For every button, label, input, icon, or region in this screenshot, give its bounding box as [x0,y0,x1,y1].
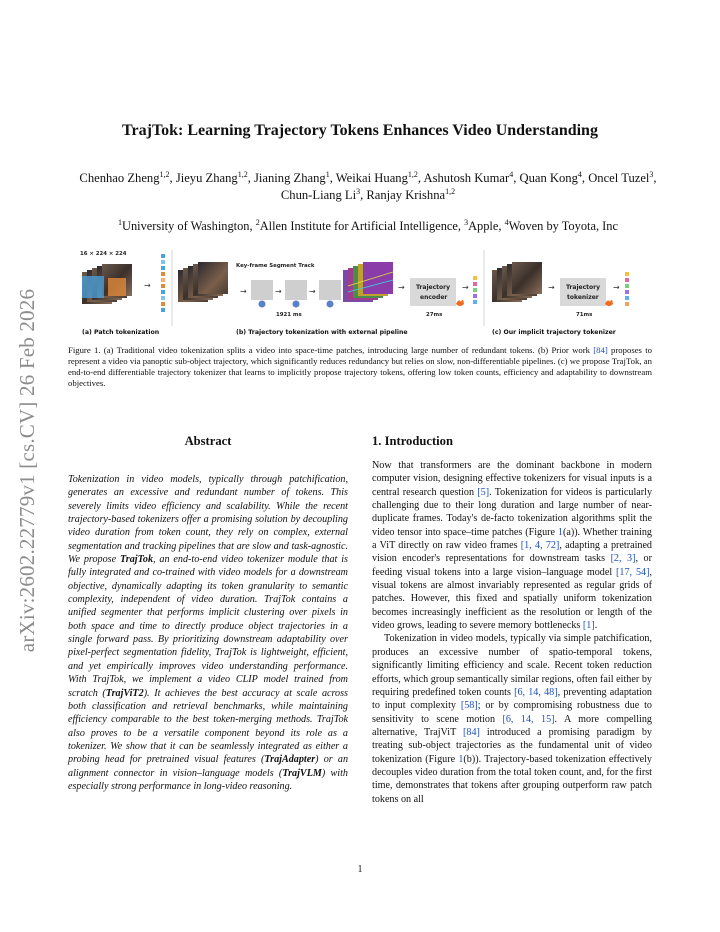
page-number: 1 [357,864,363,875]
caption-label: Figure 1. [68,345,101,355]
author-affiliation-marker: 4 [577,170,582,179]
author-name: Chun-Liang Li [280,188,357,202]
citation-link[interactable]: [5] [477,486,490,498]
implicit-token-column [625,272,629,306]
svg-text:→: → [240,287,247,296]
citation-link[interactable]: [84] [593,345,608,355]
affiliation-name: Woven by Toyota, Inc [508,219,618,233]
svg-text:→: → [309,287,316,296]
citation-link[interactable]: [84] [463,726,480,738]
affiliation-name: Allen Institute for Artificial Intelligence [259,219,458,233]
patch-frame-stack [82,264,132,304]
citation-link[interactable]: 1 [458,753,464,765]
author-name: Jieyu Zhang [175,171,238,185]
citation-link[interactable]: [6, 14, 48] [514,686,558,698]
svg-text:→: → [462,283,469,292]
author-name: Jianing Zhang [254,171,326,185]
segment-box [285,280,307,300]
trajectory-token-column [473,276,477,304]
trajectory-tokenizer-box [560,278,606,306]
fire-icon [605,300,613,306]
keyframe-box [251,280,273,300]
abstract-heading: Abstract [184,434,232,448]
paper-title: TrajTok: Learning Trajectory Tokens Enhances Video Understanding [122,122,598,139]
abstract-body: Tokenization in video models, typically through patchification, generates an excessive and redundant number of tokens. This severely limits video efficiency and scalability. While the recent trajectory-based tokenizers offer a promising solution by decoupling video duration from token count, they rely on complex, external segmentation and tracking pipelines that are slow and task-agnostic. We propose TrajTok, an end-to-end video tokenizer module that is fully integrated and co-trained with video models for a downstream objective, dynamically adapting its token granularity to semantic complexity, independent of video duration. TrajTok contains a unified segmenter that performs implicit clustering over pixels in both space and time to directly produce object trajectories in a single forward pass. By prioritizing downstream adaptability over pixel-perfect segmentation fidelity, TrajTok is lightweight, efficient, and yet empirically improves video understanding performance. With TrajTok, we implement a video CLIP model trained from scratch (TrajViT2). It achieves the best accuracy at scale across both classification and retrieval benchmarks, while maintaining efficiency comparable to the best token-merging methods. TrajTok also proves to be a versatile component beyond its role as a tokenizer. We show that it can be seamlessly integrated as either a probing head for pretrained visual features (TrajAdapter) or an alignment connector in vision–language models (TrajVLM) with especially strong performance in long-video reasoning. [68,474,349,792]
teaser-figure [68,246,660,338]
dims-label: 16 × 224 × 224 [80,251,127,257]
citation-link[interactable]: [17, 54] [616,566,650,578]
author-affiliation-marker: 3 [649,170,654,179]
affiliation-name: University of Washington [122,219,250,233]
panel-c-label: (c) Our implicit trajectory tokenizer [492,329,616,336]
affiliation-marker: 2 [255,218,260,227]
panel-b-label: (b) Trajectory tokenization with external pipeline [236,329,408,336]
author-name: Quan Kong [519,171,578,185]
tokenizer-time: 71ms [576,312,593,318]
arxiv-id-text: arXiv:2602.22779v1 [cs.CV] 26 Feb 2026 [15,288,40,652]
gear-icon [259,301,266,308]
gear-icon [293,301,300,308]
affiliation-marker: 3 [464,218,469,227]
encoder-label-1: Trajectory [416,284,450,291]
author-affiliation-marker: 3 [356,187,361,196]
trajectory-encoder-box [410,278,456,306]
intro-paragraph-1: Now that transformers are the dominant backbone in modern computer vision, designing effective tokenizers for visual inputs is a central research question [5]. Tokenization for videos is particularly challenging due to their long duration and large number of near-duplicate frames. Today's de-facto tokenization algorithms split the video tensor into space–time patches (Figure 1(a)). Whether training a ViT directly on raw video frames [1, 4, 72], adapting a pretrained vision encoder's representations for downstream tasks [2, 3], or feeding visual tokens into a large vision–language model [17, 54], visual tokens are almost invariably represented as regular grids of patches. However, this fixed and spatially uniform tokenization becomes increasingly inefficient as the resolution or length of the video grows, leading to severe memory bottlenecks [1]. [372,460,653,632]
fire-icon [456,300,464,306]
author-name: Chenhao Zheng [79,171,160,185]
author-list: Chenhao Zheng$^{1,2}$, Jieyu Zhang$^{1,2}$, Jianing Zhang$^1$, Weikai Huang$^{1,2}$, Ashutosh Kumar$^4$, Quan Kong$^4$, Oncel Tuzel$^3$, Chun-Liang Li$^3$, Ranjay Krishna$^{1,2}$ [79,170,657,202]
arrow-icon: → [144,281,151,290]
figure-caption: Figure 1. (a) Traditional video tokenization splits a video into space-time patches, introducing large number of redundant tokens. (b) Prior work [84] proposes to represent a video via panoptic sub-object trajectory, which significantly reduces redundancy but relies on slow, non-differentiable pipelines. (c) we propose TrajTok, an end-to-end differentiable trajectory tokenizer that learns to implicitly propose trajectory tokens, offering low token counts, efficiency and adaptability to downstream objectives. [68,345,652,388]
author-affiliation-marker: 4 [509,170,514,179]
affiliation-marker: 4 [504,218,509,227]
svg-text:→: → [548,283,555,292]
author-name: Ranjay Krishna [366,188,446,202]
author-name: Weikai Huang [335,171,408,185]
author-name: Oncel Tuzel [588,171,650,185]
encoder-label-2: encoder [420,294,448,301]
svg-text:→: → [398,283,405,292]
tokenizer-label-1: Trajectory [566,284,600,291]
author-affiliation-marker: 1,2 [407,170,418,179]
author-name: Ashutosh Kumar [423,171,510,185]
tokenizer-frame-stack [492,262,542,302]
citation-link[interactable]: [1] [582,620,595,632]
citation-link[interactable]: 1 [557,526,563,538]
encoder-time: 27ms [426,312,443,318]
affiliation-marker: 1 [118,218,122,227]
track-box [319,280,341,300]
pipeline-time: 1921 ms [276,312,302,318]
citation-link[interactable]: [1, 4, 72] [520,540,560,552]
citation-link[interactable]: [6, 14, 15] [502,713,555,725]
pipeline-frame-stack [178,262,228,302]
intro-paragraph-2: Tokenization in video models, typically via simple patchification, produces an excessive number of spatio-temporal tokens, significantly limiting efficiency and scale. Recent token reduction efforts, which group semantically similar regions, often fail either by requiring predefined token counts [6, 14, 48], preventing adaptation to input complexity [58]; or by compromising robustness due to sensitivity to scene motion [6, 14, 15]. A more compelling alternative, TrajViT [84] introduced a promising paradigm by treating sub-object trajectories as the fundamental unit of video tokenization (Figure 1(b)). Trajectory-based tokenization effectively decouples video duration from the total token count, and, for the first time, demonstrates that tokens after grouping outperform raw patch tokens on all [372,633,652,805]
panel-a-label: (a) Patch tokenization [82,329,160,336]
affiliation-list: $^1$University of Washington, $^2$Allen Institute for Artificial Intelligence, $^3$Apple, $^4$Woven by Toyota, Inc [118,218,618,233]
pipeline-label: Key-frame Segment Track [236,263,315,269]
author-affiliation-marker: 1,2 [237,170,248,179]
introduction-body [372,459,652,806]
tokenizer-label-2: tokenizer [567,294,599,301]
arxiv-identifier [6,250,50,690]
gear-icon [327,301,334,308]
trajectory-frame-stack [343,262,393,302]
author-affiliation-marker: 1 [325,170,330,179]
svg-text:→: → [275,287,282,296]
author-affiliation-marker: 1,2 [445,187,456,196]
svg-text:→: → [613,283,620,292]
citation-link[interactable]: [2, 3] [610,553,636,565]
citation-link[interactable]: [58] [460,700,478,712]
affiliation-name: Apple [468,219,499,233]
patch-token-column [161,254,165,312]
author-affiliation-marker: 1,2 [159,170,170,179]
section-heading-introduction: 1. Introduction [372,434,453,448]
